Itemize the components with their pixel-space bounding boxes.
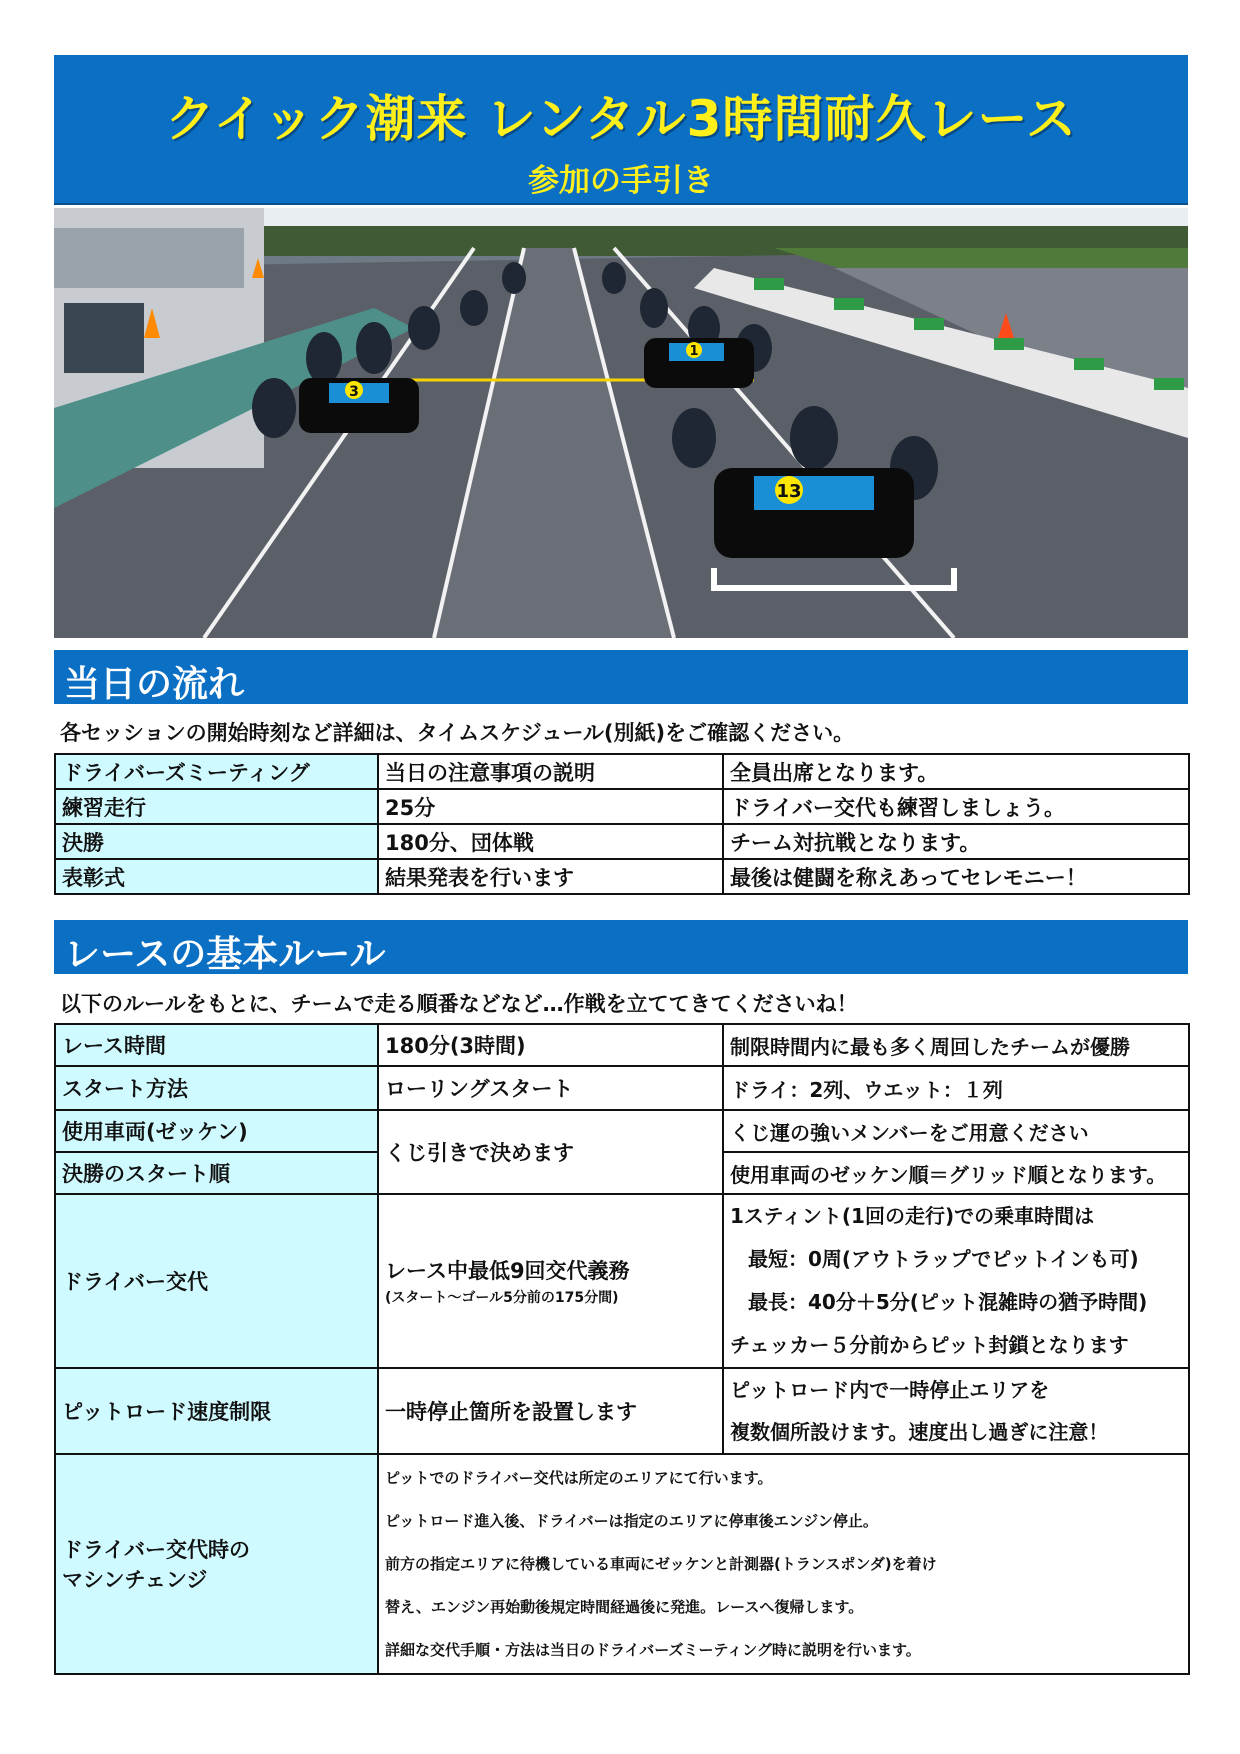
rule-label-line: マシンチェンジ: [62, 1568, 208, 1592]
rule-detail: 制限時間内に最も多く周回したチームが優勝: [723, 1024, 1189, 1066]
rule-label: レース時間: [55, 1024, 378, 1066]
rule-value: 一時停止箇所を設置します: [378, 1368, 723, 1454]
rule-detail-line: 前方の指定エリアに待機している車両にゼッケンと計測器(トランスポンダ)を着け: [385, 1554, 937, 1573]
table-row: [55, 1110, 1189, 1152]
flow-cell-content: 結果発表を行います: [378, 859, 723, 894]
flow-table: [54, 753, 1190, 895]
rule-detail-line: 替え、エンジン再始動後規定時間経過後に発進。レースへ復帰します。: [385, 1597, 864, 1616]
flow-cell-session: 練習走行: [55, 789, 378, 824]
flow-cell-remark: 全員出席となります。: [723, 754, 1189, 789]
kart-3: [299, 378, 419, 433]
flow-cell-remark: チーム対抗戦となります。: [723, 824, 1189, 859]
flow-cell-content: 180分、団体戦: [378, 824, 723, 859]
flow-note: 各セッションの開始時刻など詳細は、タイムスケジュール(別紙)をご確認ください。: [60, 721, 855, 745]
rule-detail: ドライ：2列、ウエット：１列: [723, 1066, 1189, 1110]
rule-detail-cell: [378, 1454, 1189, 1674]
flow-cell-content: 当日の注意事項の説明: [378, 754, 723, 789]
header-banner: [54, 55, 1188, 203]
karting-group-photo: [54, 208, 1188, 638]
flow-cell-content: 25分: [378, 789, 723, 824]
flow-cell-session: 決勝: [55, 824, 378, 859]
rule-detail-line: 1スティント(1回の走行)での乗車時間は: [730, 1204, 1095, 1228]
rule-detail-cell: [723, 1368, 1189, 1454]
rule-value-cell: [378, 1194, 723, 1368]
svg-text:13: 13: [776, 481, 802, 502]
rules-note: 以下のルールをもとに、チームで走る順番などなど…作戦を立ててきてくださいね！: [60, 992, 858, 1016]
table-row: [55, 1194, 1189, 1368]
rule-detail-line: チェッカー５分前からピット封鎖となります: [730, 1333, 1129, 1357]
rule-value: 180分(3時間): [378, 1024, 723, 1066]
rule-value: ローリングスタート: [378, 1066, 723, 1110]
rule-label: 使用車両(ゼッケン): [55, 1110, 378, 1152]
kart-1: [644, 338, 754, 388]
rule-label: ピットロード速度制限: [55, 1368, 378, 1454]
svg-text:3: 3: [349, 384, 359, 400]
flow-cell-remark: 最後は健闘を称えあってセレモニー！: [723, 859, 1189, 894]
flow-cell-session: ドライバーズミーティング: [55, 754, 378, 789]
rule-value: レース中最低9回交代義務: [385, 1259, 630, 1283]
rule-label-cell: [55, 1454, 378, 1674]
rule-detail-line: 最短：0周(アウトラップでピットインも可): [748, 1247, 1139, 1271]
kart-13: [714, 468, 914, 558]
table-row: [55, 789, 1189, 824]
rules-heading-text: レースの基本ルール: [64, 934, 386, 975]
rule-detail: くじ運の強いメンバーをご用意ください: [723, 1110, 1189, 1152]
rule-value: くじ引きで決めます: [378, 1110, 723, 1194]
rule-detail-line: ピットロード内で一時停止エリアを: [730, 1378, 1050, 1402]
flow-section-heading: [54, 650, 1188, 704]
table-row: [55, 1024, 1189, 1066]
svg-text:1: 1: [689, 344, 699, 359]
table-row: [55, 1066, 1189, 1110]
page-title: クイック潮来 レンタル3時間耐久レース: [165, 90, 1077, 148]
table-row: [55, 754, 1189, 789]
rule-detail-line: 複数個所設けます。速度出し過ぎに注意！: [730, 1420, 1109, 1444]
rule-detail-line: ピットでのドライバー交代は所定のエリアにて行います。: [385, 1468, 773, 1487]
table-row: [55, 824, 1189, 859]
rule-label: スタート方法: [55, 1066, 378, 1110]
rules-table: [54, 1023, 1190, 1675]
flow-heading-text: 当日の流れ: [64, 664, 245, 705]
rule-detail-cell: [723, 1194, 1189, 1368]
rule-label: ドライバー交代: [55, 1194, 378, 1368]
flow-cell-session: 表彰式: [55, 859, 378, 894]
table-row: [55, 1454, 1189, 1674]
rule-label: 決勝のスタート順: [55, 1152, 378, 1194]
rules-section-heading: [54, 920, 1188, 974]
hero-photo: [54, 208, 1188, 638]
rule-detail-line: ピットロード進入後、ドライバーは指定のエリアに停車後エンジン停止。: [385, 1511, 878, 1530]
rule-value-sub: (スタート～ゴール5分前の175分間): [385, 1290, 619, 1306]
rule-label-line: ドライバー交代時の: [62, 1538, 250, 1562]
table-row: [55, 1368, 1189, 1454]
table-row: [55, 859, 1189, 894]
rule-detail-line: 詳細な交代手順・方法は当日のドライバーズミーティング時に説明を行います。: [385, 1640, 921, 1659]
rule-detail: 使用車両のゼッケン順＝グリッド順となります。: [723, 1152, 1189, 1194]
page-subtitle: 参加の手引き: [528, 163, 714, 199]
rule-detail-line: 最長：40分＋5分(ピット混雑時の猶予時間): [748, 1290, 1148, 1314]
flow-cell-remark: ドライバー交代も練習しましょう。: [723, 789, 1189, 824]
